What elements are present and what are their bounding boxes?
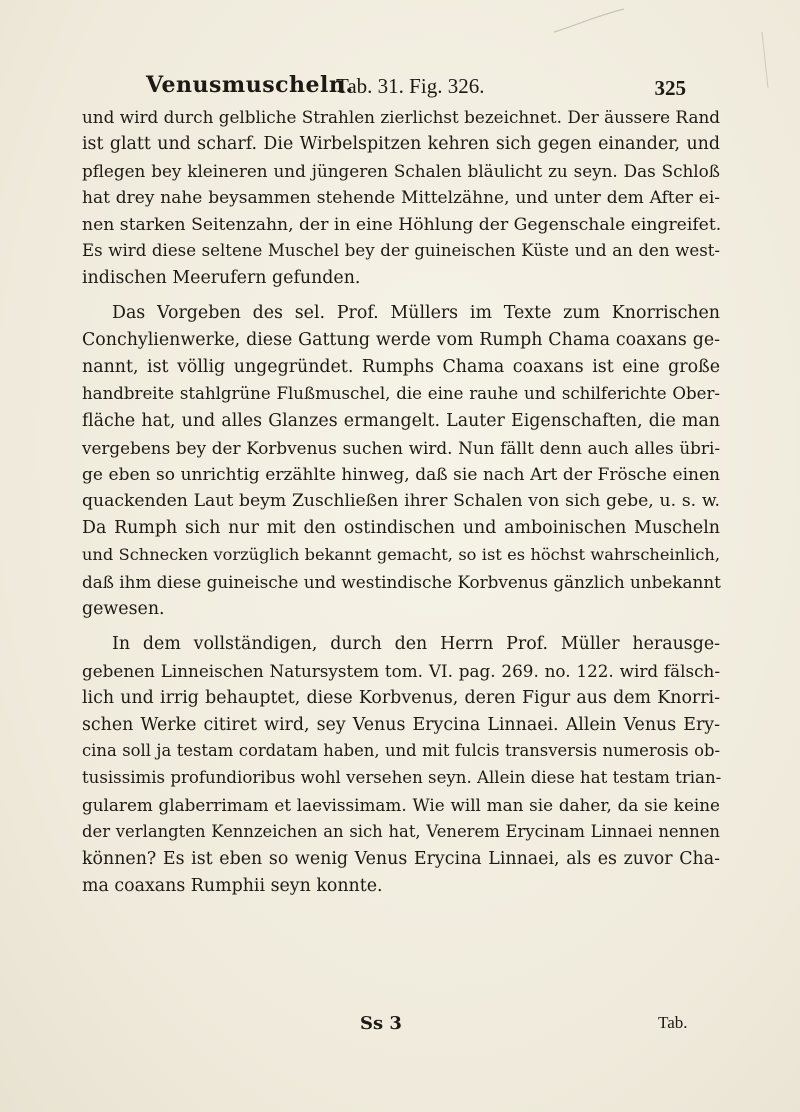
running-head (146, 72, 686, 104)
page-number: 325 (654, 76, 686, 100)
text-line: In dem vollständigen, durch den Herrn Prof. Müller herausge- (112, 633, 720, 654)
text-line: indischen Meerufern gefunden. (82, 268, 361, 289)
paragraph-description (82, 104, 720, 292)
text-line: lich und irrig behauptet, diese Korbvenus, deren Figur aus dem Knorri- (82, 687, 720, 708)
text-line: und wird durch gelbliche Strahlen zierlichst bezeichnet. Der äussere Rand (82, 107, 720, 127)
text-line: können? Es ist eben so wenig Venus Erycina Linnaei, als es zuvor Cha- (82, 849, 720, 870)
text-line: gebenen Linneischen Natursystem tom. VI. pag. 269. no. 122. wird fälsch- (82, 660, 720, 681)
text-line: vergebens bey der Korbvenus suchen wird. Nun fällt denn auch alles übri- (82, 437, 720, 458)
text-line: daß ihm diese guineische und westindische Korbvenus gänzlich unbekannt (82, 572, 721, 593)
text-line: ge eben so unrichtig erzählte hinweg, daß sie nach Art der Frösche einen (82, 464, 720, 485)
paragraph-linnaeus (82, 631, 720, 900)
text-line: fläche hat, und alles Glanzes ermangelt. Lauter Eigenschaften, die man (82, 410, 720, 431)
text-line: schen Werke citiret wird, sey Venus Erycina Linnaei. Allein Venus Ery- (82, 714, 720, 735)
text-line: nannt, ist völlig ungegründet. Rumphs Chama coaxans ist eine große (82, 357, 720, 378)
signature-mark: Ss 3 (360, 1013, 402, 1034)
margin-pencil-mark (760, 30, 770, 90)
text-line: handbreite stahlgrüne Flußmuschel, die eine rauhe und schilferichte Ober- (82, 383, 720, 403)
text-line: Conchylienwerke, diese Gattung werde vom Rumph Chama coaxans ge- (82, 330, 720, 351)
body-text (82, 104, 720, 900)
text-line: ist glatt und scharf. Die Wirbelspitzen kehren sich gegen einander, und (82, 133, 720, 154)
text-line: Es wird diese seltene Muschel bey der guineischen Küste und an den west- (82, 241, 720, 261)
text-line: quackenden Laut beym Zuschließen ihrer Schalen von sich gebe, u. s. w. (82, 491, 720, 512)
plate-reference: Tab. 31. Fig. 326. (336, 74, 485, 98)
page-footer (0, 1013, 800, 1039)
text-line: Das Vorgeben des sel. Prof. Müllers im Texte zum Knorrischen (112, 303, 720, 324)
pencil-stroke-mark (552, 6, 626, 36)
text-line: gewesen. (82, 599, 165, 620)
text-line: Da Rumph sich nur mit den ostindischen und amboinischen Muscheln (82, 518, 720, 539)
text-line: pflegen bey kleineren und jüngeren Schalen bläulicht zu seyn. Das Schloß (82, 160, 720, 181)
text-line: hat drey nahe beysammen stehende Mittelzähne, und unter dem After ei- (82, 187, 720, 208)
text-line: ma coaxans Rumphii seyn konnte. (82, 875, 383, 896)
text-line: tusissimis profundioribus wohl versehen seyn. Allein diese hat testam trian- (82, 768, 722, 788)
text-line: nen starken Seitenzahn, der in eine Höhlung der Gegenschale eingreifet. (82, 214, 722, 235)
paragraph-mueller-rumph (82, 300, 720, 623)
catchword: Tab. (658, 1013, 688, 1032)
text-line: der verlangten Kennzeichen an sich hat, Venerem Erycinam Linnaei nennen (82, 822, 720, 842)
text-line: cina soll ja testam cordatam haben, und mit fulcis transversis numerosis ob- (82, 741, 720, 761)
text-line: und Schnecken vorzüglich bekannt gemacht, so ist es höchst wahrscheinlich, (82, 545, 720, 565)
running-head-title: Venusmuscheln. (146, 72, 354, 98)
text-line: gularem glaberrimam et laevissimam. Wie will man sie daher, da sie keine (82, 795, 720, 816)
